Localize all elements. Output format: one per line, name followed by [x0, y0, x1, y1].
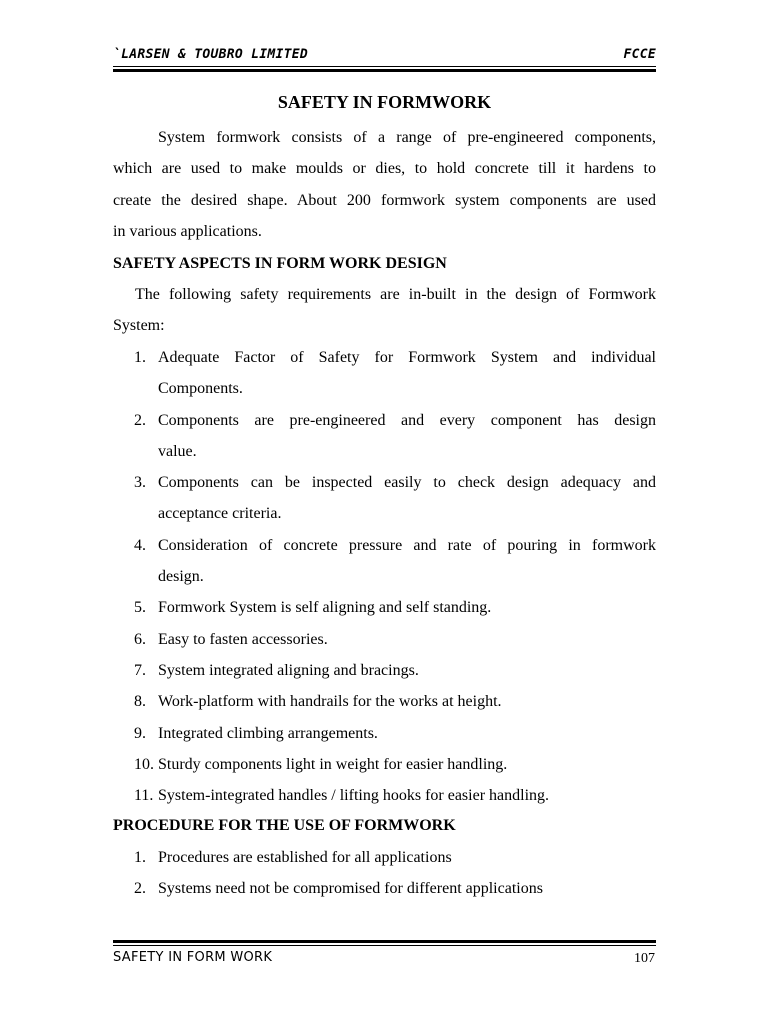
- list-item-number: 8.: [134, 693, 146, 711]
- page-title: SAFETY IN FORMWORK: [277, 92, 492, 112]
- intro-line: System formwork consists of a range of pre-engineered components,: [158, 129, 656, 146]
- header-rule-thin: [113, 66, 656, 67]
- list-item: [113, 686, 656, 717]
- list-item: [113, 592, 656, 623]
- intro-paragraph: [113, 122, 656, 247]
- intro-line: in various applications.: [113, 222, 262, 240]
- list-item-number: 9.: [134, 724, 146, 742]
- list-item-number: 1.: [134, 349, 146, 366]
- list-item-number: 10.: [134, 755, 154, 773]
- list-item-number: 2.: [134, 411, 146, 429]
- intro-line: create the desired shape. About 200 formwork system components are used: [113, 191, 656, 209]
- list-item: [113, 467, 656, 530]
- list-item-text: Formwork System is self aligning and self standing.: [158, 599, 492, 617]
- list-item-number: 6.: [134, 630, 146, 648]
- list-item-text: design.: [158, 568, 204, 586]
- footer-rule-thin: [113, 945, 656, 946]
- list-item-text: acceptance criteria.: [158, 505, 282, 523]
- list-item-text: Components can be inspected easily to check design adequacy and: [158, 474, 656, 492]
- lead-line: System:: [113, 317, 165, 335]
- list-item-number: 3.: [134, 474, 146, 492]
- list-item-text: Procedures are established for all applications: [158, 849, 452, 866]
- list-item-number: 7.: [134, 662, 146, 679]
- header-rule-thick: [113, 69, 656, 72]
- list-item: [113, 624, 656, 655]
- footer-page-number: 107: [634, 951, 655, 966]
- list-item: [113, 749, 656, 780]
- section-heading-safety-aspects: SAFETY ASPECTS IN FORM WORK DESIGN: [113, 255, 447, 272]
- list-item-text: Easy to fasten accessories.: [158, 630, 328, 648]
- list-item-text: Work-platform with handrails for the works at height.: [158, 693, 502, 711]
- list-item: [113, 718, 656, 749]
- list-item-text: Sturdy components light in weight for easier handling.: [158, 755, 508, 773]
- list-item-number: 11.: [134, 787, 154, 805]
- section-heading-procedure: PROCEDURE FOR THE USE OF FORMWORK: [113, 817, 456, 834]
- section1-lead: [113, 279, 656, 342]
- header-department: FCCE: [623, 47, 656, 62]
- list-item-number: 1.: [134, 849, 146, 866]
- header-company-name: `LARSEN & TOUBRO LIMITED: [113, 47, 309, 62]
- list-item-text: value.: [158, 442, 197, 460]
- list-item-number: 2.: [134, 880, 146, 898]
- list-item-number: 5.: [134, 599, 146, 617]
- list-item: [113, 780, 656, 811]
- page-header: [113, 47, 656, 67]
- list-item-text: System integrated aligning and bracings.: [158, 662, 419, 679]
- intro-line: which are used to make moulds or dies, to hold concrete till it hardens to: [113, 160, 656, 178]
- list-item-text: Components.: [158, 380, 243, 398]
- list-item-text: Adequate Factor of Safety for Formwork System and individual: [158, 349, 656, 366]
- list-item-text: Systems need not be compromised for different applications: [158, 880, 543, 898]
- list-item-text: Components are pre-engineered and every component has design: [158, 411, 656, 429]
- list-item: [113, 655, 656, 686]
- list-item-number: 4.: [134, 536, 146, 554]
- list-item: [113, 405, 656, 468]
- list-item-text: Integrated climbing arrangements.: [158, 724, 378, 742]
- list-item: [113, 873, 656, 904]
- lead-line: The following safety requirements are in-built in the design of Formwork: [135, 286, 656, 303]
- footer-section-title: SAFETY IN FORM WORK: [113, 950, 273, 965]
- list-item-text: Consideration of concrete pressure and rate of pouring in formwork: [158, 536, 656, 554]
- list-item: [113, 530, 656, 593]
- list-item: [113, 342, 656, 405]
- list-item-text: System-integrated handles / lifting hooks for easier handling.: [158, 787, 550, 805]
- list-item: [113, 842, 656, 873]
- footer-rule-thick: [113, 940, 656, 943]
